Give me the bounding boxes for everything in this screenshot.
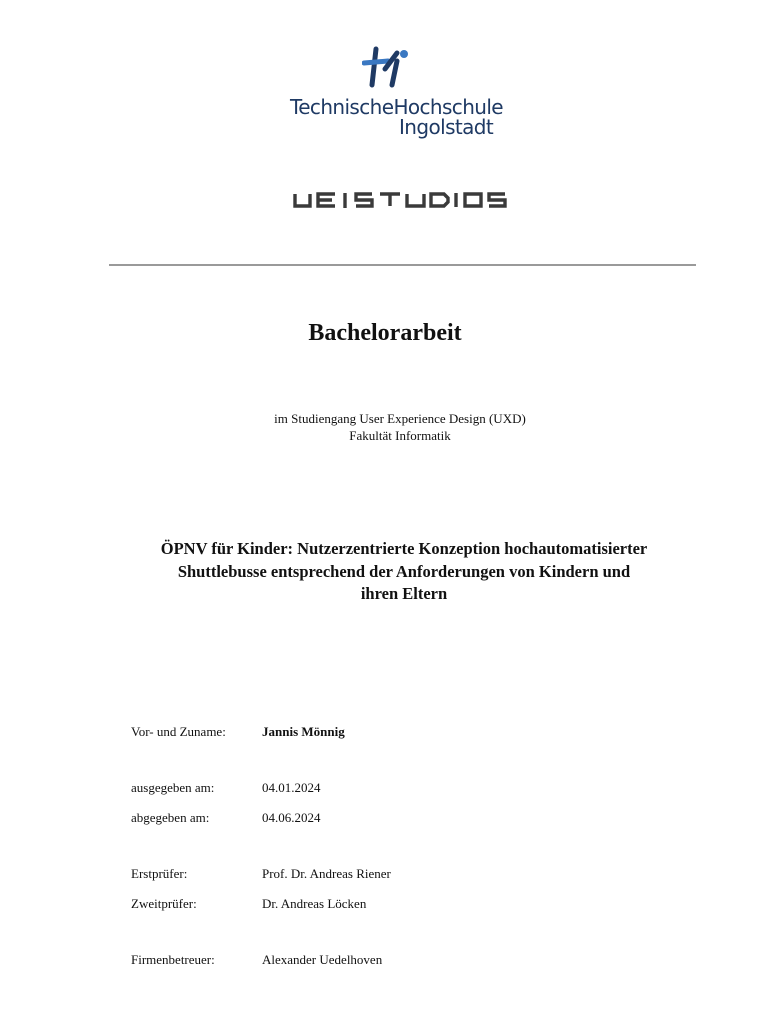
study-program-line: im Studiengang User Experience Design (UXD)	[274, 411, 526, 426]
author-name: Jannis Mönnig	[262, 724, 345, 739]
thesis-title-line2: Shuttlebusse entsprechend der Anforderungen von Kindern und	[177, 561, 631, 581]
thesis-title-line1: ÖPNV für Kinder: Nutzerzentrierte Konzeption hochautomatisierter	[160, 539, 648, 558]
thesis-title-line3: ihren Eltern	[360, 584, 448, 603]
university-name-hochschule: Hochschule	[393, 95, 504, 119]
company-supervisor-label: Firmenbetreuer:	[131, 952, 215, 967]
submitted-label: abgegeben am:	[131, 810, 210, 825]
first-examiner-name: Prof. Dr. Andreas Riener	[262, 866, 391, 881]
issued-label: ausgegeben am:	[131, 780, 215, 795]
second-examiner-label: Zweitprüfer:	[131, 896, 197, 911]
university-name-technische: Technische	[290, 95, 394, 119]
first-examiner-label: Erstprüfer:	[131, 866, 188, 881]
submitted-date: 04.06.2024	[262, 810, 321, 825]
second-examiner-name: Dr. Andreas Löcken	[262, 896, 367, 911]
university-name-line2: Ingolstadt	[399, 115, 494, 139]
header-divider	[109, 264, 696, 266]
document-type: Bachelorarbeit	[308, 320, 462, 346]
company-logo	[290, 190, 512, 212]
university-logo	[290, 40, 530, 140]
issued-date: 04.01.2024	[262, 780, 321, 795]
author-label: Vor- und Zuname:	[131, 724, 226, 739]
thesis-title	[100, 538, 708, 606]
company-supervisor-name: Alexander Uedelhoven	[262, 952, 383, 967]
faculty-line: Fakultät Informatik	[349, 428, 451, 443]
thi-logo-icon	[362, 45, 414, 89]
study-program	[0, 410, 770, 444]
